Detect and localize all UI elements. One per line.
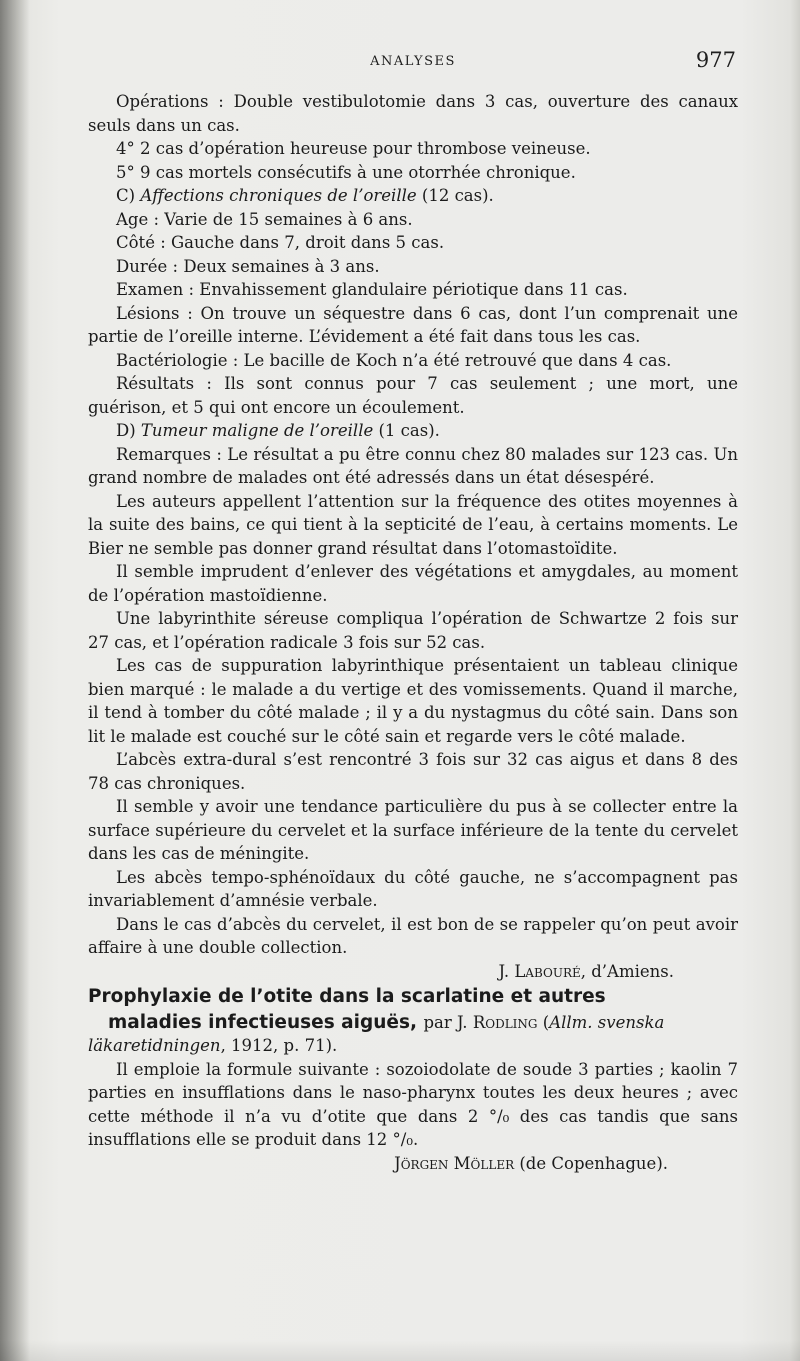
signature-laboure xyxy=(88,960,738,984)
paragraph-formule: Il emploie la formule suivante : sozoiodolate de soude 3 parties ; kaolin 7 parties en insufflations dans le naso-pharynx toutes les deux heures ; avec cette méthode il n’a vu d’otite que dans 2 °/₀ des cas tandis que sans insufflations elle se produit dans 12 °/₀. xyxy=(88,1059,738,1149)
paragraph-age: Age : Varie de 15 semaines à 6 ans. xyxy=(116,209,413,229)
paragraph-suppuration: Les cas de suppuration labyrinthique présentaient un tableau clinique bien marqué : le malade a du vertige et des vomissements. Quand il marche, il tend à tomber du côté malade ; il y a du nystagmus du côté sain. Dans son lit le malade est couché sur le côté sain et regarde vers le côté malade. xyxy=(88,656,738,746)
paragraph-tendance-pus: Il semble y avoir une tendance particulière du pus à se collecter entre la surface supérieure du cervelet et la surface inférieure de la tente du cervelet dans les cas de méningite. xyxy=(88,797,738,863)
page-number: 977 xyxy=(695,48,736,72)
paragraph-thrombose: 4° 2 cas d’opération heureuse pour thrombose veineuse. xyxy=(116,139,591,158)
paragraph-operations: Opérations : Double vestibulotomie dans 3 cas, ouverture des canaux seuls dans un cas. xyxy=(88,92,738,135)
paragraph-duree: Durée : Deux semaines à 3 ans. xyxy=(116,256,380,276)
paragraph-examen: Examen : Envahissement glandulaire périotique dans 11 cas. xyxy=(116,280,628,299)
page-body xyxy=(88,90,738,1175)
section-label: C) xyxy=(116,186,136,205)
article-citation: , 1912, p. 71). xyxy=(220,1036,338,1055)
section-title: Affections chroniques de l’oreille xyxy=(140,186,417,205)
paragraph-cas-mortels: 5° 9 cas mortels consécutifs à une otorrhée chronique. xyxy=(116,162,576,182)
signature-place: , d’Amiens. xyxy=(580,961,674,981)
article-journal-open: ( xyxy=(542,1012,550,1032)
paragraph-remarques: Remarques : Le résultat a pu être connu chez 80 malades sur 123 cas. Un grand nombre de malades ont été adressés dans un état désespéré. xyxy=(88,444,738,487)
running-head: ANALYSES xyxy=(370,54,456,69)
paragraph-lesions: Lésions : On trouve un séquestre dans 6 cas, dont l’un comprenait une partie de l’oreille interne. L’évidement a été fait dans tous les cas. xyxy=(88,303,738,346)
paragraph-auteurs: Les auteurs appellent l’attention sur la fréquence des otites moyennes à la suite des bains, ce qui tient à la septicité de l’eau, à certains moments. Le Bier ne semble pas donner grand résultat dans l’otomastoïdite. xyxy=(88,491,738,558)
paragraph-abces-tempo-sphenoidaux: Les abcès tempo-sphénoïdaux du côté gauche, ne s’accompagnent pas invariablement d’amnésie verbale. xyxy=(88,867,738,910)
paragraph-cote: Côté : Gauche dans 7, droit dans 5 cas. xyxy=(116,233,445,252)
signature-place: (de Copenhague). xyxy=(519,1153,668,1173)
signature-name: Jörgen Möller xyxy=(394,1153,515,1173)
signature-initial: J. xyxy=(498,961,510,981)
signature-moller xyxy=(88,1152,738,1176)
article-title-continued xyxy=(88,1011,738,1058)
article-journal: Allm. svenska läkaretidningen xyxy=(88,1012,665,1055)
signature-name: Labouré xyxy=(514,961,581,981)
article-by: par J. xyxy=(423,1012,468,1032)
section-heading-tumeur-maligne xyxy=(88,419,738,443)
paragraph-labyrinthite: Une labyrinthite séreuse compliqua l’opération de Schwartze 2 fois sur 27 cas, et l’opération radicale 3 fois sur 52 cas. xyxy=(88,609,738,652)
paragraph-vegetations: Il semble imprudent d’enlever des végétations et amygdales, au moment de l’opération mastoïdienne. xyxy=(88,562,738,605)
article-title xyxy=(88,985,738,1009)
section-count: (1 cas). xyxy=(378,421,440,440)
page-header xyxy=(88,48,738,76)
section-count: (12 cas). xyxy=(421,186,494,205)
paragraph-bacteriologie: Bactériologie : Le bacille de Koch n’a été retrouvé que dans 4 cas. xyxy=(116,350,672,370)
article-title-line-1: Prophylaxie de l’otite dans la scarlatine et autres xyxy=(88,986,606,1007)
section-heading-affections-chroniques xyxy=(88,184,738,208)
article-author: Rodling xyxy=(472,1012,538,1032)
paragraph-abces-cervelet: Dans le cas d’abcès du cervelet, il est bon de se rappeler qu’on peut avoir affaire à une double collection. xyxy=(88,914,738,957)
paragraph-resultats: Résultats : Ils sont connus pour 7 cas seulement ; une mort, une guérison, et 5 qui ont encore un écoulement. xyxy=(88,374,738,417)
article-title-line-2: maladies infectieuses aiguës, xyxy=(108,1011,417,1033)
section-title: Tumeur maligne de l’oreille xyxy=(140,421,374,440)
section-label: D) xyxy=(116,421,136,440)
paragraph-abces-extra-dural: L’abcès extra-dural s’est rencontré 3 fois sur 32 cas aigus et dans 8 des 78 cas chroniques. xyxy=(88,750,738,793)
